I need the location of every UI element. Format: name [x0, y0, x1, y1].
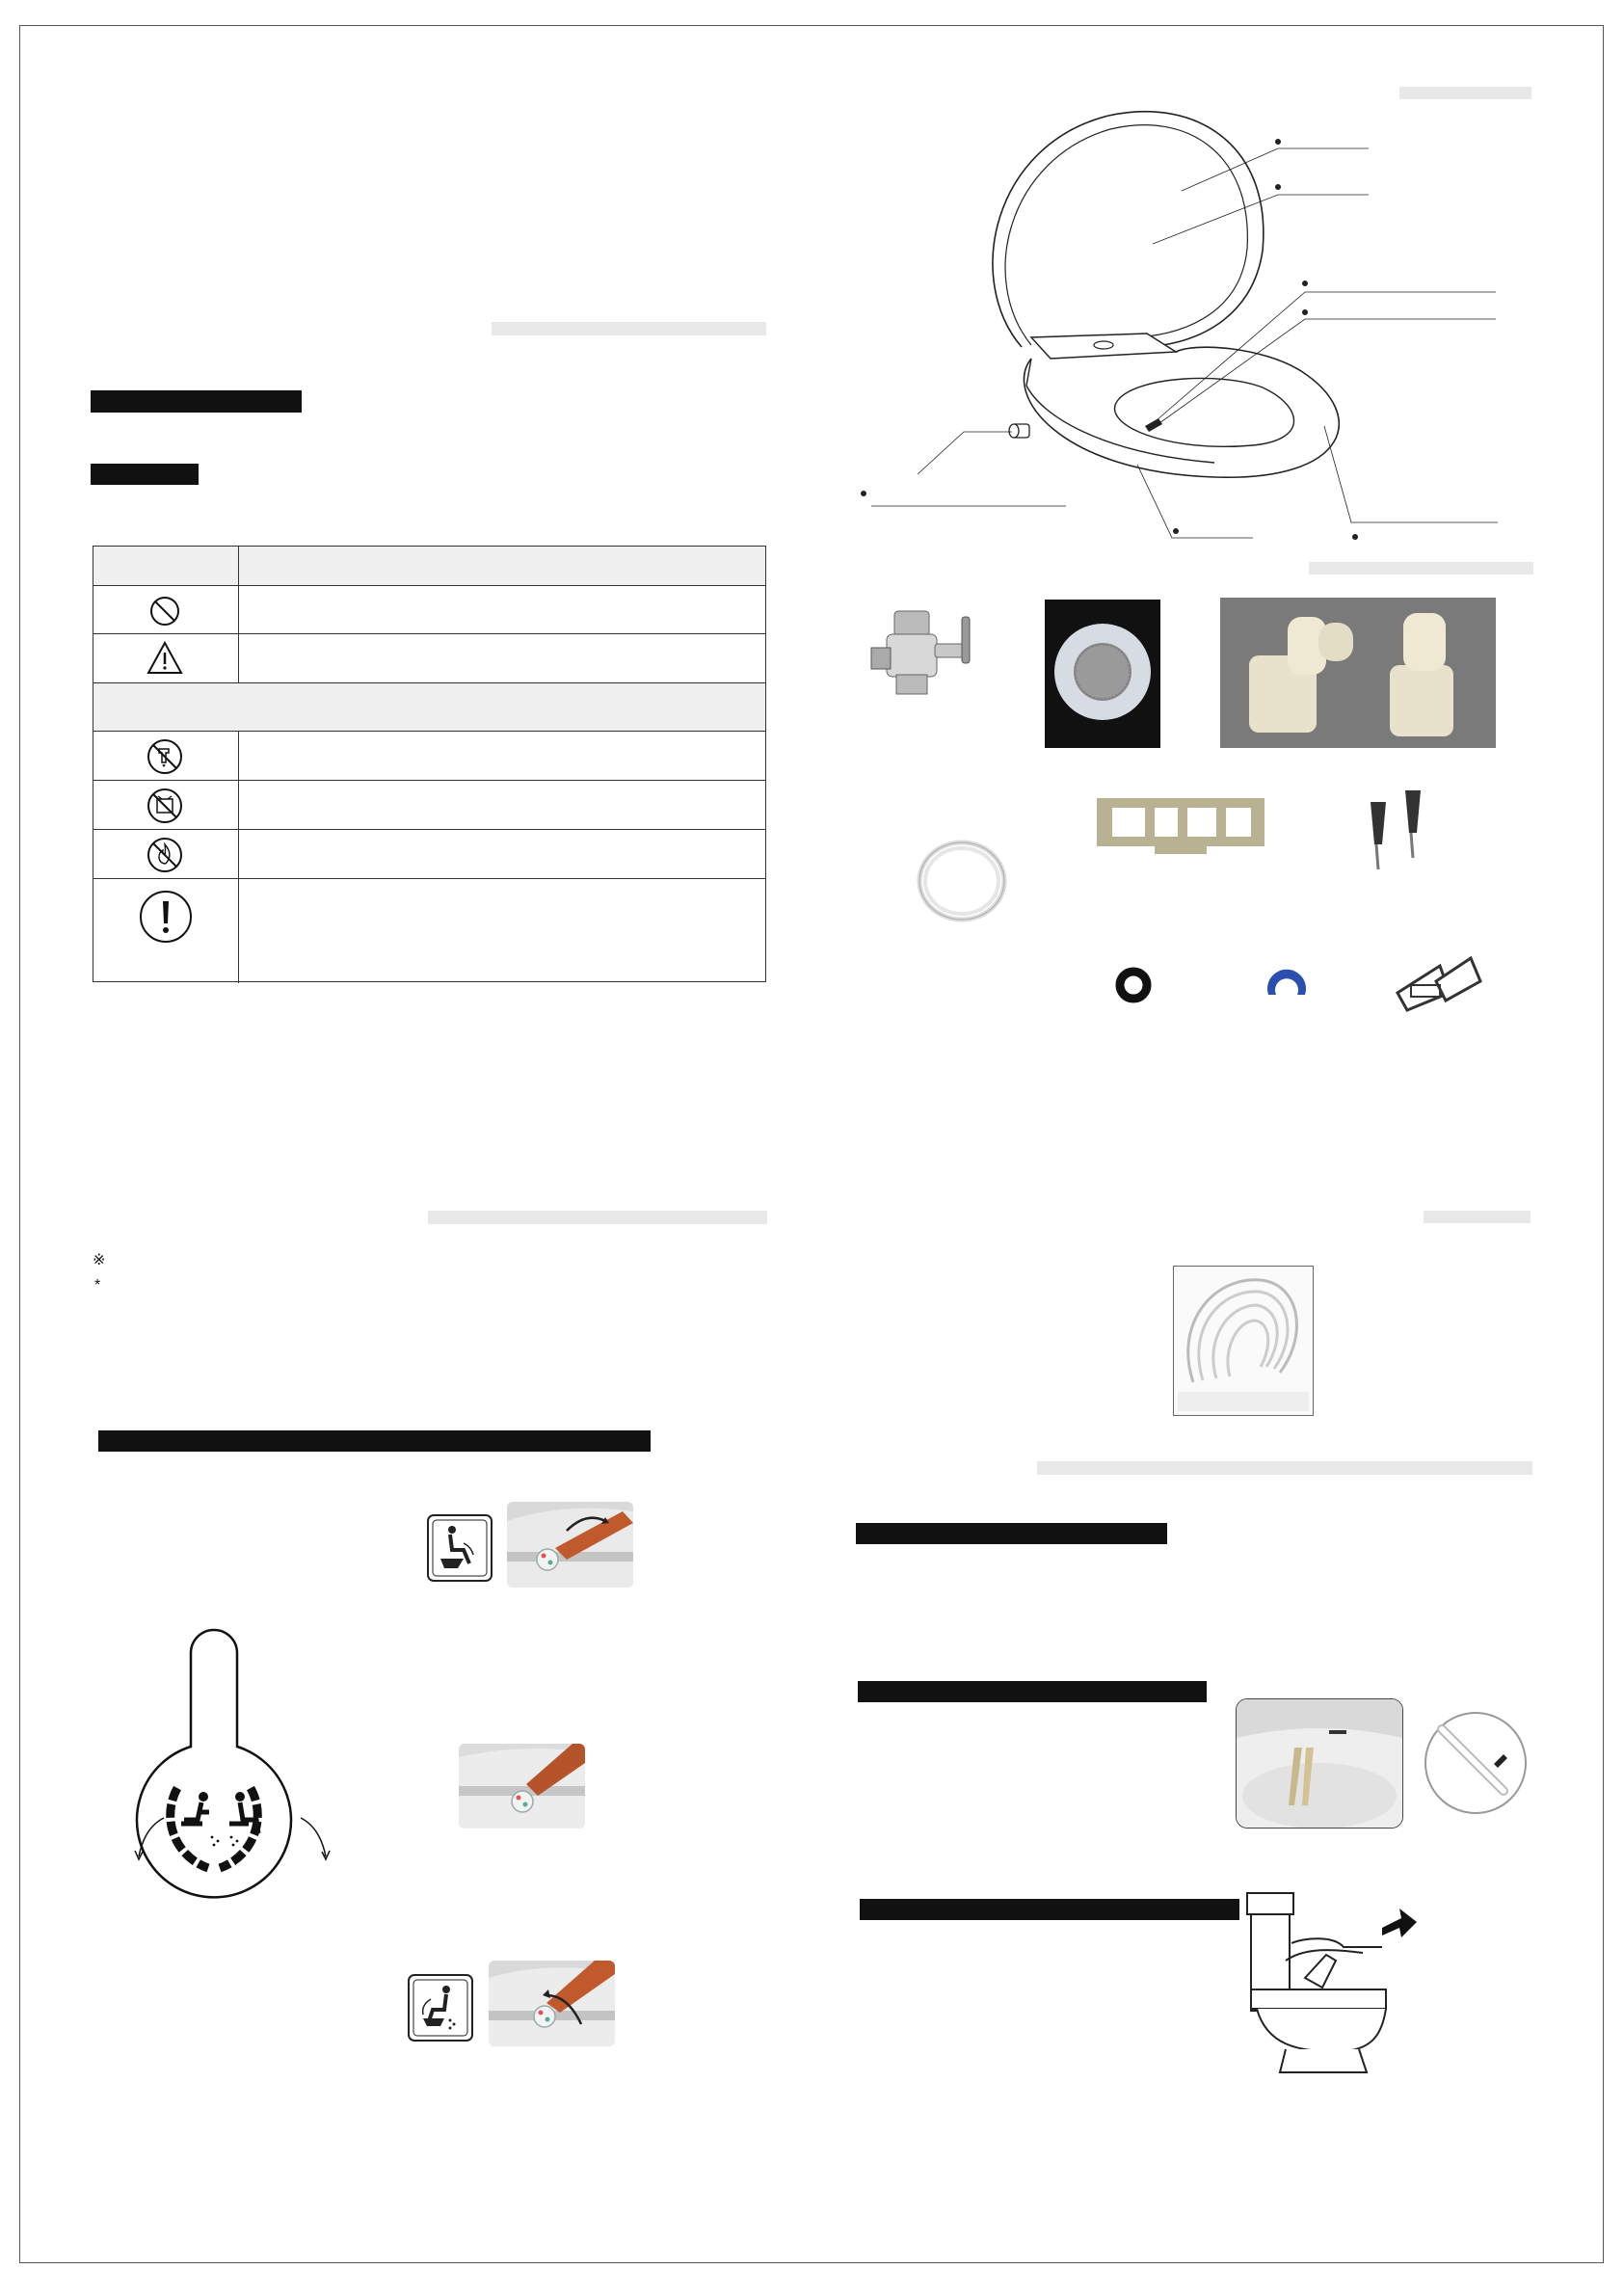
- note-mark: ※: [93, 1252, 106, 1268]
- section-title-bar: [1309, 562, 1533, 574]
- heading-bar: [860, 1899, 1239, 1920]
- water-hose-photo: [908, 833, 1014, 925]
- heading-bar: [91, 464, 199, 485]
- mandatory-exclamation-icon: [138, 889, 194, 945]
- no-disassemble-icon: [146, 787, 184, 825]
- remove-seat-illustration: [1238, 1889, 1426, 2080]
- table-row: [93, 829, 765, 878]
- hand-turning-dial-left-photo: [489, 1961, 615, 2046]
- table-row: [93, 633, 765, 682]
- asterisk-mark: *: [94, 1277, 101, 1294]
- t-valve-adapter-photo: [865, 598, 989, 704]
- nozzle-brush-photo: [1423, 1710, 1529, 1816]
- table-subheader-row: [93, 682, 765, 731]
- warning-triangle-icon: [146, 640, 184, 677]
- seated-wash-icon: [427, 1514, 493, 1582]
- heading-bar: [91, 390, 302, 413]
- table-row: [93, 731, 765, 780]
- bidet-seat-line-drawing: [848, 106, 1504, 559]
- table-header-row: [93, 547, 765, 585]
- mounting-plate-photo: [1093, 794, 1268, 856]
- section-title-bar: [492, 322, 766, 335]
- control-dial-diagram-icon: [131, 1610, 333, 1899]
- o-ring-photo: [1114, 966, 1153, 1004]
- connectors-photo: [1220, 598, 1496, 748]
- hand-holding-dial-photo: [459, 1744, 585, 1829]
- straight-connector-photo: [1390, 665, 1453, 736]
- hand-turning-dial-right-photo: [507, 1502, 633, 1588]
- heading-bar: [858, 1681, 1207, 1702]
- section-title-bar: [1424, 1211, 1531, 1223]
- section-title-bar: [1037, 1461, 1532, 1475]
- seat-lid-photo: [1173, 1266, 1314, 1416]
- anchor-bolts-photo: [1351, 787, 1438, 875]
- no-water-icon: [146, 737, 184, 776]
- heading-bar: [98, 1430, 651, 1452]
- filter-washer-photo: [1045, 600, 1160, 748]
- spray-wash-icon: [408, 1974, 473, 2042]
- table-row: [93, 585, 765, 633]
- section-title-bar: [428, 1211, 767, 1224]
- no-fire-icon: [146, 836, 184, 874]
- section-title-bar: [1399, 87, 1531, 99]
- heading-bar: [856, 1523, 1167, 1544]
- clip-photo: [1263, 958, 1311, 1002]
- safety-symbol-table: [93, 546, 766, 982]
- nozzle-closeup-photo: [1236, 1698, 1403, 1829]
- table-row: [93, 780, 765, 829]
- prohibited-icon: [147, 594, 182, 628]
- bracket-photo: [1392, 954, 1484, 1014]
- table-row: [93, 878, 765, 982]
